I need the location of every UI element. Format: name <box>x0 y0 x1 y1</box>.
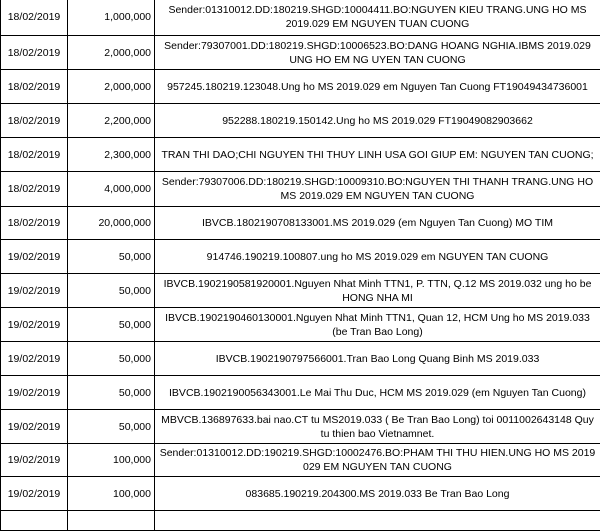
amount-cell: 2,000,000 <box>68 70 155 104</box>
date-cell: 19/02/2019 <box>1 308 68 342</box>
table-row <box>1 477 600 511</box>
amount-cell: 2,200,000 <box>68 104 155 138</box>
description-cell: Sender:79307006.DD:180219.SHGD:10009310.BO:NGUYEN THI THANH TRANG.UNG HO MS 2019.029 EM NGUYEN TAN CUONG <box>155 172 600 207</box>
description-cell: MBVCB.136897633.bai nao.CT tu MS2019.033 ( Be Tran Bao Long) toi 0011002643148 Quy tu thien bao Vietnamnet. <box>155 410 600 444</box>
amount-cell: 100,000 <box>68 444 155 477</box>
description-cell <box>155 511 600 531</box>
date-cell: 19/02/2019 <box>1 410 68 444</box>
date-cell: 18/02/2019 <box>1 70 68 104</box>
amount-cell: 1,000,000 <box>68 0 155 36</box>
amount-cell: 2,000,000 <box>68 36 155 70</box>
description-cell: IBVCB.1902190581920001.Nguyen Nhat Minh TTN1, P. TTN, Q.12 MS 2019.032 ung ho be HONG NHA MI <box>155 274 600 308</box>
table-row <box>1 138 600 172</box>
date-cell: 18/02/2019 <box>1 138 68 172</box>
description-cell: TRAN THI DAO;CHI NGUYEN THI THUY LINH USA GOI GIUP EM: NGUYEN TAN CUONG; <box>155 138 600 172</box>
table-row <box>1 274 600 308</box>
description-cell: IBVCB.1902190056343001.Le Mai Thu Duc, HCM MS 2019.029 (em Nguyen Tan Cuong) <box>155 376 600 410</box>
table-row <box>1 172 600 207</box>
date-cell: 18/02/2019 <box>1 36 68 70</box>
description-cell: Sender:79307001.DD:180219.SHGD:10006523.BO:DANG HOANG NGHIA.IBMS 2019.029 UNG HO EM NG UYEN TAN CUONG <box>155 36 600 70</box>
date-cell: 19/02/2019 <box>1 274 68 308</box>
amount-cell: 50,000 <box>68 240 155 274</box>
table-row <box>1 104 600 138</box>
amount-cell: 20,000,000 <box>68 207 155 240</box>
amount-cell: 50,000 <box>68 342 155 376</box>
amount-cell: 50,000 <box>68 274 155 308</box>
ledger-body <box>1 0 600 531</box>
description-cell: IBVCB.1902190460130001.Nguyen Nhat Minh TTN1, Quan 12, HCM Ung ho MS 2019.033 (be Tran Bao Long) <box>155 308 600 342</box>
amount-cell: 50,000 <box>68 308 155 342</box>
date-cell: 19/02/2019 <box>1 240 68 274</box>
amount-cell: 2,300,000 <box>68 138 155 172</box>
description-cell: IBVCB.1802190708133001.MS 2019.029 (em Nguyen Tan Cuong) MO TIM <box>155 207 600 240</box>
date-cell: 19/02/2019 <box>1 444 68 477</box>
description-cell: 083685.190219.204300.MS 2019.033 Be Tran Bao Long <box>155 477 600 511</box>
amount-cell: 50,000 <box>68 376 155 410</box>
description-cell: Sender:01310012.DD:180219.SHGD:10004411.BO:NGUYEN KIEU TRANG.UNG HO MS 2019.029 EM NGUYEN TUAN CUONG <box>155 0 600 36</box>
date-cell: 19/02/2019 <box>1 376 68 410</box>
amount-cell: 50,000 <box>68 410 155 444</box>
description-cell: 952288.180219.150142.Ung ho MS 2019.029 FT19049082903662 <box>155 104 600 138</box>
date-cell: 19/02/2019 <box>1 342 68 376</box>
table-row <box>1 70 600 104</box>
table-row <box>1 376 600 410</box>
date-cell: 19/02/2019 <box>1 477 68 511</box>
date-cell: 18/02/2019 <box>1 207 68 240</box>
table-row <box>1 444 600 477</box>
date-cell: 18/02/2019 <box>1 104 68 138</box>
table-row <box>1 207 600 240</box>
amount-cell: 4,000,000 <box>68 172 155 207</box>
amount-cell: 100,000 <box>68 477 155 511</box>
description-cell: Sender:01310012.DD:190219.SHGD:10002476.BO:PHAM THI THU HIEN.UNG HO MS 2019 029 EM NGUYEN TAN CUONG <box>155 444 600 477</box>
description-cell: IBVCB.1902190797566001.Tran Bao Long Quang Binh MS 2019.033 <box>155 342 600 376</box>
table-row <box>1 410 600 444</box>
table-row <box>1 308 600 342</box>
table-row <box>1 36 600 70</box>
table-row <box>1 342 600 376</box>
table-row <box>1 511 600 531</box>
date-cell: 18/02/2019 <box>1 0 68 36</box>
date-cell <box>1 511 68 531</box>
table-row <box>1 0 600 36</box>
description-cell: 914746.190219.100807.ung ho MS 2019.029 em NGUYEN TAN CUONG <box>155 240 600 274</box>
amount-cell <box>68 511 155 531</box>
description-cell: 957245.180219.123048.Ung ho MS 2019.029 em Nguyen Tan Cuong FT19049434736001 <box>155 70 600 104</box>
date-cell: 18/02/2019 <box>1 172 68 207</box>
table-row <box>1 240 600 274</box>
